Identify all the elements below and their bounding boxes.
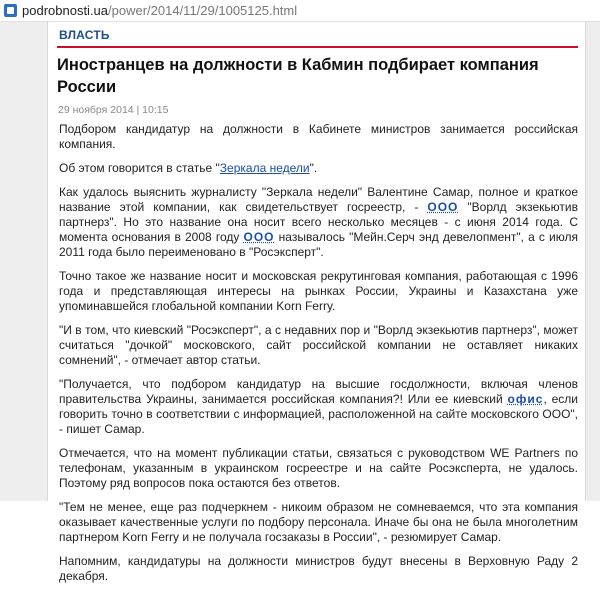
paragraph-2-text-pre: Об этом говорится в статье " [59,161,220,175]
page-left-margin [0,22,47,501]
paragraph-3-text-b: "Ворлд экзекьютив партнерз". Но это название она носит всего несколько месяцев - с июня 2014 года. С момента основания в 2008 году [59,200,578,244]
paragraph-4: Точно такое же название носит и московская рекрутинговая компания, работающая с 1996 года и представляющая интересы на рынках России, Украины и Казахстана уже упоминавшейся глобальной компании Korn Ferry. [59,269,578,313]
paragraph-8: "Тем не менее, еще раз подчеркнем - никоим образом не сомневаемся, что эта компания оказывает качественные услуги по подбору персонала. Иначе бы она не была многолетним партнером Korn Ferry и не получала госзаказы в России", - резюмирует Самар. [59,500,578,544]
url-text[interactable] [22,3,297,19]
paragraph-3-text-c: называлось "Мейн.Серч энд девелопмент", а с июля 2011 года было переименовано в "Росэксперт". [59,230,578,259]
section-header [57,22,578,48]
paragraph-6 [59,377,578,437]
ooo-keyword-link-2[interactable]: ООО [243,230,275,244]
section-link[interactable]: ВЛАСТЬ [59,28,110,42]
page-right-divider [585,22,586,501]
address-bar[interactable] [0,0,600,22]
paragraph-6-text-a: "Получается, что подбором кандидатур на высшие госдолжности, включая членов правительства Украины, занимается российская компания?! Или ее киевский [59,377,578,406]
paragraph-3-text-a: Как удалось выяснить журналисту "Зеркала недели" Валентине Самар, полное и краткое название этой компании, как свидетельствует госреестр, - [59,185,578,214]
paragraph-2 [59,161,578,176]
zerkalo-nedeli-link[interactable]: Зеркала недели [219,161,310,175]
page-left-divider [47,22,48,501]
paragraph-3 [59,185,578,260]
ooo-keyword-link-1[interactable]: ООО [427,200,459,214]
url-domain: podrobnosti.ua [22,3,109,18]
paragraph-7: Отмечается, что на момент публикации статьи, связаться с руководством WE Partners по телефонам, указанным в украинском госреестре и на сайте Росэксперта, не удалось. Поэтому ряд вопросов пока остаются без ответов. [59,446,578,490]
office-keyword-link[interactable]: офис [507,392,544,406]
page-right-margin [586,22,600,501]
article-container [57,22,578,593]
article-date: 29 ноября 2014 | 10:15 [58,104,169,116]
site-favicon-icon [4,4,17,17]
paragraph-6-text-b: , если говорить точно в соответствии с информацией, расположенной на сайте московского ООО", - пишет Самар. [59,392,579,436]
article-title: Иностранцев на должности в Кабмин подбирает компания России [57,56,539,96]
paragraph-2-text-post: ". [309,161,318,175]
paragraph-9: Напомним, кандидатуры на должности министров будут внесены в Верховную Раду 2 декабря. [59,554,578,583]
article-body [57,122,578,584]
paragraph-5: "И в том, что киевский "Росэксперт", а с недавних пор и "Ворлд экзекьютив партнерз", может считаться "дочкой" московского, сайт российской компании не оставляет никаких сомнений", - отмечает автор статьи. [59,323,578,367]
url-path: /power/2014/11/29/1005125.html [108,3,298,18]
paragraph-1: Подбором кандидатур на должности в Кабинете министров занимается российская компания. [59,122,578,151]
